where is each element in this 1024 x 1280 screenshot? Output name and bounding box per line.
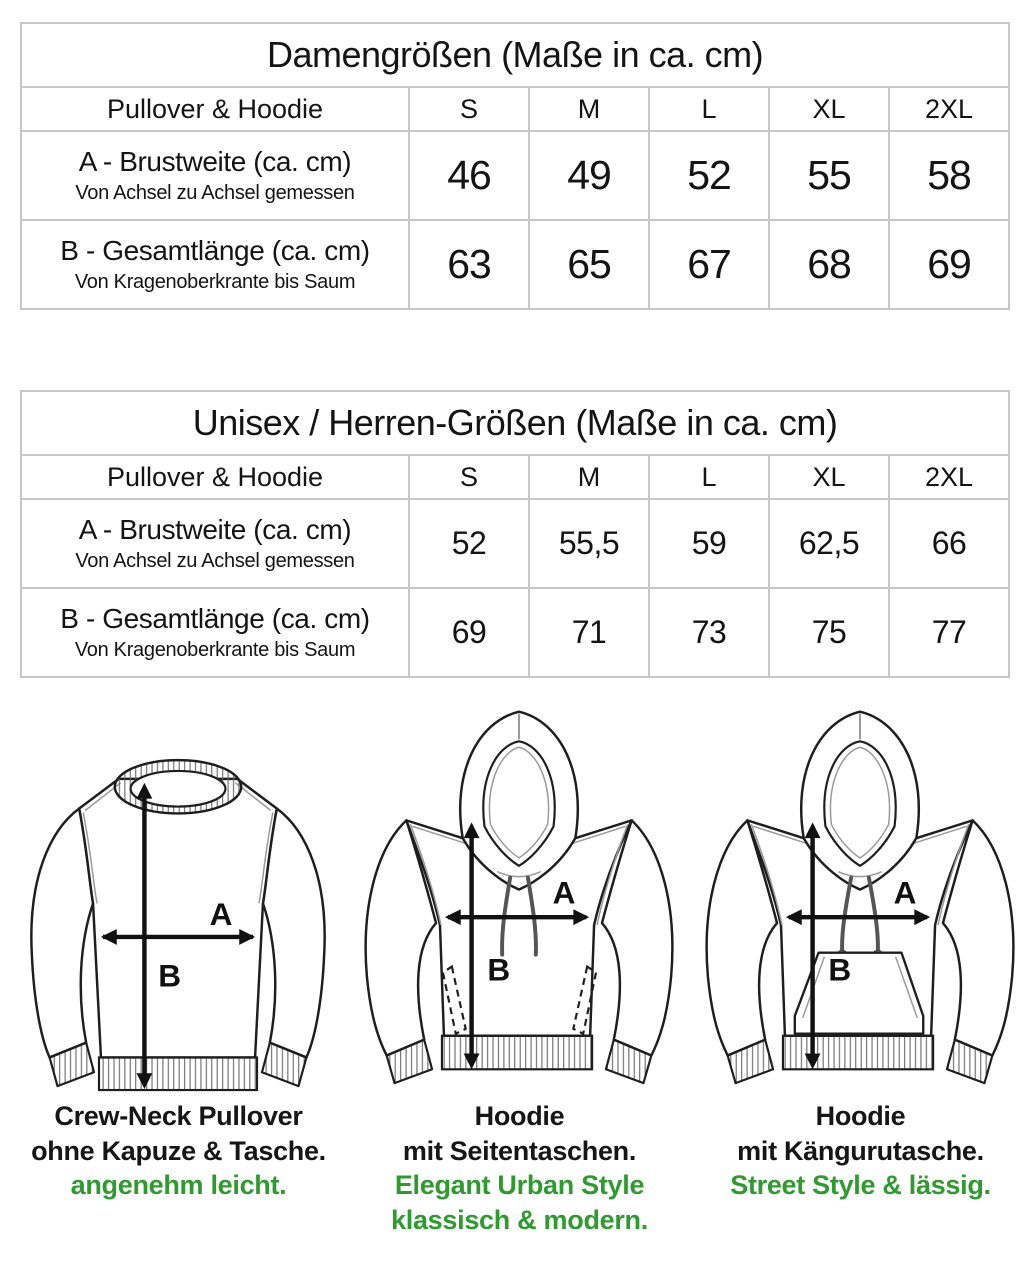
unisex-size-table	[20, 390, 1010, 678]
unisex-header-row	[21, 455, 1009, 499]
caption-highlight-line: klassisch & modern.	[391, 1204, 648, 1235]
row-label: A - Brustweite (ca. cm)	[78, 514, 352, 546]
figure-caption	[690, 1099, 1024, 1203]
damen-brustweite-s: 46	[409, 131, 529, 220]
crewneck-pullover-drawing-icon	[8, 688, 349, 1093]
row-label: B - Gesamtlänge (ca. cm)	[60, 603, 370, 635]
unisex-brustweite-2xl: 66	[889, 499, 1009, 588]
pullover-body	[79, 779, 277, 1058]
damen-header-row	[21, 87, 1009, 131]
damen-title-row	[21, 23, 1009, 87]
hoodie-kangaroo-pocket-drawing-icon	[690, 688, 1024, 1093]
unisex-brustweite-label-cell	[21, 499, 409, 588]
unisex-gesamtlaenge-l: 73	[649, 588, 769, 677]
row-sublabel: Von Kragenoberkrante bis Saum	[74, 270, 356, 293]
damen-header-size-2xl: 2XL	[889, 87, 1009, 131]
unisex-brustweite-m: 55,5	[529, 499, 649, 588]
caption-line: mit Kängurutasche.	[737, 1135, 984, 1166]
damen-brustweite-l: 52	[649, 131, 769, 220]
damen-header-product: Pullover & Hoodie	[21, 87, 409, 131]
figure-crewneck-pullover	[8, 688, 349, 1237]
measure-label-b: B	[828, 951, 852, 988]
damen-header-size-l: L	[649, 87, 769, 131]
row-sublabel: Von Kragenoberkrante bis Saum	[74, 638, 356, 661]
figure-hoodie-kangaroo-pocket	[690, 688, 1024, 1237]
unisex-header-size-l: L	[649, 455, 769, 499]
row-label: B - Gesamtlänge (ca. cm)	[60, 235, 370, 267]
damen-gesamtlaenge-label-cell	[21, 220, 409, 309]
caption-highlight-line: Elegant Urban Style	[394, 1170, 645, 1201]
unisex-gesamtlaenge-m: 71	[529, 588, 649, 677]
caption-highlight-line: angenehm leicht.	[70, 1170, 287, 1201]
damen-gesamtlaenge-xl: 68	[769, 220, 889, 309]
measure-label-a: A	[552, 874, 576, 911]
damen-size-table	[20, 22, 1010, 310]
unisex-header-size-s: S	[409, 455, 529, 499]
unisex-table-title: Unisex / Herren-Größen (Maße in ca. cm)	[21, 391, 1009, 455]
caption-highlight-line: Street Style & lässig.	[730, 1170, 991, 1201]
measure-label-b: B	[158, 957, 182, 994]
damen-brustweite-2xl: 58	[889, 131, 1009, 220]
unisex-header-size-m: M	[529, 455, 649, 499]
measure-label-b: B	[487, 951, 511, 988]
unisex-gesamtlaenge-s: 69	[409, 588, 529, 677]
hoodie-hem-rib	[442, 1036, 592, 1070]
damen-gesamtlaenge-l: 67	[649, 220, 769, 309]
damen-gesamtlaenge-2xl: 69	[889, 220, 1009, 309]
damen-header-size-s: S	[409, 87, 529, 131]
figure-caption	[349, 1099, 690, 1237]
table-spacer	[20, 310, 1008, 390]
row-sublabel: Von Achsel zu Achsel gemessen	[75, 549, 355, 572]
unisex-gesamtlaenge-2xl: 77	[889, 588, 1009, 677]
damen-brustweite-label-cell	[21, 131, 409, 220]
damen-row-brustweite	[21, 131, 1009, 220]
damen-gesamtlaenge-m: 65	[529, 220, 649, 309]
row-label: A - Brustweite (ca. cm)	[78, 146, 352, 178]
caption-line: Crew-Neck Pullover	[54, 1101, 303, 1131]
unisex-row-gesamtlaenge	[21, 588, 1009, 677]
unisex-gesamtlaenge-label-cell	[21, 588, 409, 677]
unisex-brustweite-l: 59	[649, 499, 769, 588]
unisex-title-row	[21, 391, 1009, 455]
unisex-brustweite-s: 52	[409, 499, 529, 588]
row-sublabel: Von Achsel zu Achsel gemessen	[75, 181, 355, 204]
caption-line: Hoodie	[474, 1101, 565, 1131]
measure-label-a: A	[893, 874, 917, 911]
caption-line: Hoodie	[815, 1101, 906, 1131]
unisex-brustweite-xl: 62,5	[769, 499, 889, 588]
caption-line: ohne Kapuze & Tasche.	[31, 1135, 326, 1166]
garment-figures-row	[4, 688, 1024, 1237]
unisex-gesamtlaenge-xl: 75	[769, 588, 889, 677]
damen-brustweite-m: 49	[529, 131, 649, 220]
damen-table-title: Damengrößen (Maße in ca. cm)	[21, 23, 1009, 87]
measure-label-a: A	[209, 896, 233, 933]
damen-header-size-xl: XL	[769, 87, 889, 131]
unisex-header-product: Pullover & Hoodie	[21, 455, 409, 499]
figure-hoodie-side-pockets	[349, 688, 690, 1237]
unisex-row-brustweite	[21, 499, 1009, 588]
damen-gesamtlaenge-s: 63	[409, 220, 529, 309]
damen-brustweite-xl: 55	[769, 131, 889, 220]
caption-line: mit Seitentaschen.	[402, 1135, 637, 1166]
hoodie-hem-rib	[783, 1036, 933, 1070]
unisex-header-size-xl: XL	[769, 455, 889, 499]
damen-header-size-m: M	[529, 87, 649, 131]
unisex-header-size-2xl: 2XL	[889, 455, 1009, 499]
figure-caption	[8, 1099, 349, 1203]
hoodie-side-pockets-drawing-icon	[349, 688, 690, 1093]
damen-row-gesamtlaenge	[21, 220, 1009, 309]
pullover-hem-rib	[99, 1057, 257, 1090]
